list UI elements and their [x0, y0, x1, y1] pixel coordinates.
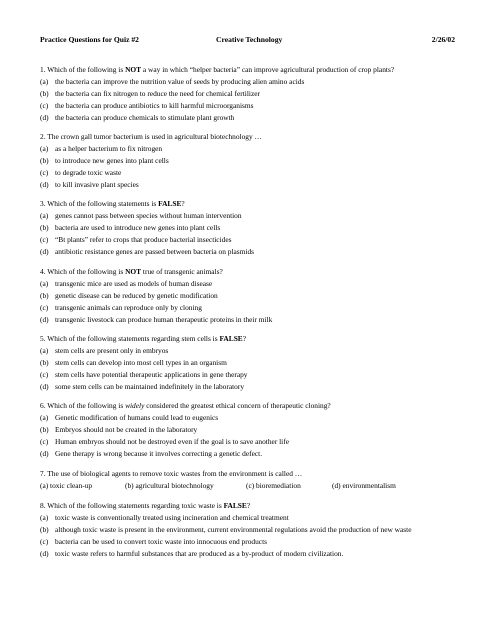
option-text: as a helper bacterium to fix nitrogen — [55, 144, 163, 153]
question-7 — [40, 470, 460, 494]
question-text-segment: ? — [246, 501, 251, 510]
question-7-options — [40, 482, 460, 494]
option-text: Embryos should not be created in the laboratory — [55, 425, 198, 434]
option-letter: (d) — [40, 180, 49, 189]
option-letter: (c) — [40, 235, 49, 244]
question-7-option-d: (d) environmentalism — [332, 481, 396, 490]
question-text-segment: 3. Which of the following statements is — [40, 199, 159, 208]
question-text-segment: 1. Which of the following is — [40, 65, 126, 74]
question-text-segment: 8. Which of the following statements regarding toxic waste is — [40, 501, 224, 510]
option-text: Genetic modification of humans could lead to eugenics — [55, 413, 219, 422]
question-8-emphasis: FALSE — [223, 501, 247, 510]
question-text-segment: a way in which “helper bacteria” can improve agricultural production of crop plants? — [141, 65, 395, 74]
option-text: Gene therapy is wrong because it involves correcting a genetic defect. — [55, 449, 263, 458]
option-letter: (b) — [40, 156, 49, 165]
option-letter: (b) — [40, 89, 49, 98]
question-2-text: 2. The crown gall tumor bacterium is used in agricultural biotechnology … — [40, 132, 262, 141]
option-text: to degrade toxic waste — [55, 168, 122, 177]
option-letter: (a) — [40, 77, 49, 86]
option-text: “Bt plants” refer to crops that produce bacterial insecticides — [55, 235, 232, 244]
question-6-option-d — [40, 450, 460, 462]
question-7-option-c: (c) bioremediation — [246, 481, 301, 490]
question-2 — [40, 133, 460, 193]
option-text: transgenic animals can reproduce only by cloning — [55, 303, 202, 312]
question-5 — [40, 335, 460, 395]
option-text: transgenic livestock can produce human therapeutic proteins in their milk — [55, 315, 273, 324]
option-text: stem cells are present only in embryos — [55, 346, 169, 355]
option-text: although toxic waste is present in the environment, current environmental regulations avoid the production of new waste — [55, 525, 412, 534]
option-letter: (b) — [40, 223, 49, 232]
option-text: bacteria are used to introduce new genes into plant cells — [55, 223, 221, 232]
question-text-segment: 4. Which of the following is — [40, 267, 126, 276]
option-text: the bacteria can fix nitrogen to reduce the need for chemical fertilizer — [55, 89, 260, 98]
question-8-option-d — [40, 550, 460, 562]
option-letter: (a) — [40, 211, 49, 220]
question-4 — [40, 268, 460, 328]
option-text: toxic waste refers to harmful substances that are produced as a by-product of modern civilization. — [55, 549, 344, 558]
option-letter: (c) — [40, 537, 49, 546]
question-1-emphasis: NOT — [125, 65, 142, 74]
header-date: 2/26/02 — [431, 35, 455, 44]
option-letter: (c) — [40, 303, 49, 312]
header-course: Creative Technology — [216, 35, 283, 44]
option-letter: (b) — [40, 525, 49, 534]
question-text-segment: ? — [181, 199, 185, 208]
question-5-option-d — [40, 383, 460, 395]
option-letter: (b) — [40, 358, 49, 367]
question-4-emphasis: NOT — [125, 267, 142, 276]
option-text: transgenic mice are used as models of human disease — [55, 279, 213, 288]
option-text: to introduce new genes into plant cells — [55, 156, 169, 165]
question-text-segment: considered the greatest ethical concern of therapeutic cloning? — [144, 401, 331, 410]
question-3-option-d — [40, 248, 460, 260]
question-7-text: 7. The use of biological agents to remove toxic wastes from the environment is called … — [40, 469, 303, 478]
question-3-emphasis: FALSE — [158, 199, 182, 208]
option-text: stem cells have potential therapeutic applications in gene therapy — [55, 370, 248, 379]
option-letter: (c) — [40, 101, 49, 110]
question-text-segment: true of transgenic animals? — [141, 267, 223, 276]
question-4-option-d — [40, 316, 460, 328]
document-header — [40, 36, 455, 48]
option-letter: (d) — [40, 549, 49, 558]
question-1-option-d — [40, 114, 460, 126]
question-2-option-d — [40, 181, 460, 193]
option-letter: (d) — [40, 315, 49, 324]
option-letter: (b) — [40, 425, 49, 434]
question-8 — [40, 502, 460, 562]
option-letter: (d) — [40, 449, 49, 458]
question-6-emphasis: widely — [125, 401, 145, 410]
option-text: the bacteria can improve the nutrition value of seeds by producing alien amino acids — [55, 77, 305, 86]
option-letter: (a) — [40, 279, 49, 288]
question-text-segment: 5. Which of the following statements regarding stem cells is — [40, 334, 220, 343]
option-letter: (d) — [40, 382, 49, 391]
option-letter: (c) — [40, 370, 49, 379]
question-6 — [40, 402, 460, 462]
option-letter: (b) — [40, 291, 49, 300]
option-text: antibiotic resistance genes are passed between bacteria on plasmids — [55, 247, 255, 256]
option-letter: (c) — [40, 437, 49, 446]
option-letter: (a) — [40, 144, 49, 153]
option-letter: (a) — [40, 413, 49, 422]
option-text: genetic disease can be reduced by genetic modification — [55, 291, 218, 300]
question-text-segment: ? — [242, 334, 247, 343]
option-text: the bacteria can produce antibiotics to kill harmful microorganisms — [55, 101, 254, 110]
question-text-segment: 6. Which of the following is — [40, 401, 126, 410]
question-1 — [40, 66, 460, 126]
question-7-option-a: (a) toxic clean-up — [40, 481, 93, 490]
option-text: to kill invasive plant species — [55, 180, 139, 189]
question-3 — [40, 200, 460, 260]
option-text: stem cells can develop into most cell types in an organism — [55, 358, 227, 367]
option-text: bacteria can be used to convert toxic waste into innocuous end products — [55, 537, 268, 546]
option-text: genes cannot pass between species without human intervention — [55, 211, 242, 220]
option-text: Human embryos should not be destroyed even if the goal is to save another life — [55, 437, 289, 446]
option-letter: (c) — [40, 168, 49, 177]
option-letter: (a) — [40, 513, 49, 522]
question-7-option-b: (b) agricultural biotechnology — [125, 481, 214, 490]
header-title: Practice Questions for Quiz #2 — [40, 35, 139, 44]
option-text: the bacteria can produce chemicals to stimulate plant growth — [55, 113, 235, 122]
option-letter: (d) — [40, 113, 49, 122]
option-letter: (a) — [40, 346, 49, 355]
option-text: toxic waste is conventionally treated using incineration and chemical treatment — [55, 513, 289, 522]
option-letter: (d) — [40, 247, 49, 256]
question-5-emphasis: FALSE — [219, 334, 243, 343]
option-text: some stem cells can be maintained indefinitely in the laboratory — [55, 382, 245, 391]
